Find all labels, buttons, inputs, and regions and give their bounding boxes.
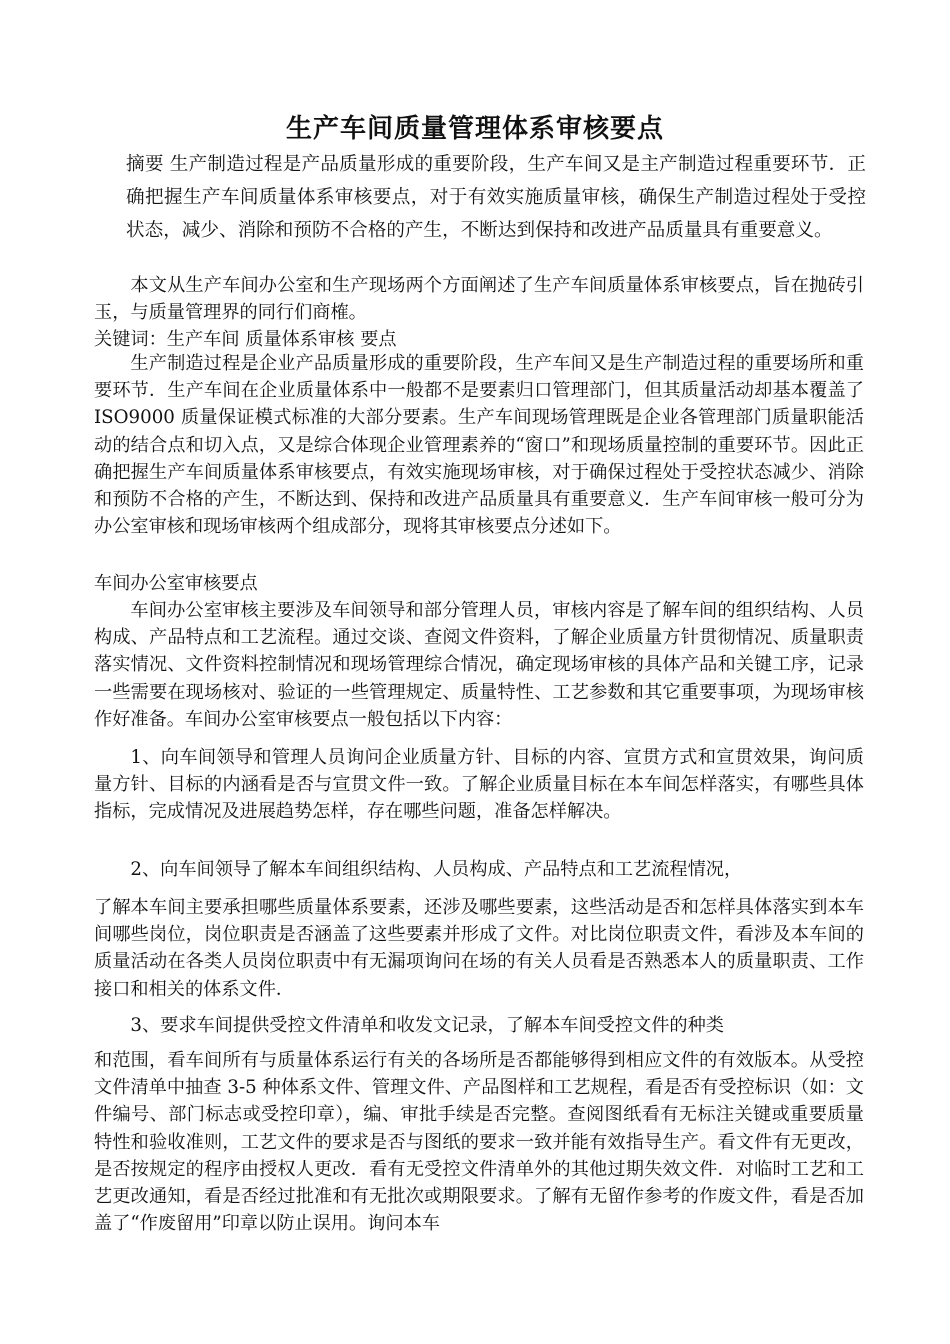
list-item-2-first-line: 2、向车间领导了解本车间组织结构、人员构成、产品特点和工艺流程情况，: [130, 859, 743, 880]
list-item-1: 1、向车间领导和管理人员询问企业质量方针、目标的内容、宣贯方式和宣贯效果，询问质量方针、目标的内涵看是否与宣贯文件一致。了解企业质量目标在本车间怎样落实，有哪些具体指标，完成情况及进展趋势怎样，存在哪些问题，准备怎样解决。: [94, 747, 864, 823]
list-item-3-first-line: 3、要求车间提供受控文件清单和收发文记录，了解本车间受控文件的种类: [130, 1015, 724, 1036]
document-title: 生产车间质量管理体系审核要点: [285, 114, 664, 144]
list-item-3-body: 和范围，看车间所有与质量体系运行有关的各场所是否都能够得到相应文件的有效版本。从受控文件清单中抽查 3-5 种体系文件、管理文件、产品图样和工艺规程，看是否有受控标识（如：文件编号、部门标志或受控印章），编、审批手续是否完整。查阅图纸看有无标注关键或重要质量特性和验收准则，工艺文件的要求是否与图纸的要求一致并能有效指导生产。看文件有无更改，是否按规定的程序由授权人更改．看有无受控文件清单外的其他过期失效文件．对临时工艺和工艺更改通知，看是否经过批准和有无批次或期限要求。了解有无留作参考的作废文件，看是否加盖了“作废留用”印章以防止误用。询问本车: [94, 1050, 864, 1235]
abstract-paragraph: 摘要 生产制造过程是产品质量形成的重要阶段，生产车间又是主产制造过程重要环节．正确把握生产车间质量体系审核要点，对于有效实施质量审核，确保生产制造过程处于受控状态，减少、消除和预防不合格的产生，不断达到保持和改进产品质量具有重要意义。: [126, 154, 866, 241]
intro-paragraph: 本文从生产车间办公室和生产现场两个方面阐述了生产车间质量体系审核要点，旨在抛砖引玉，与质量管理界的同行们商榷。: [94, 275, 864, 324]
keywords-line: 关键词：生产车间 质量体系审核 要点: [94, 329, 397, 350]
section-heading: 车间办公室审核要点: [94, 573, 258, 594]
body-paragraph: 生产制造过程是企业产品质量形成的重要阶段，生产车间又是生产制造过程的重要场所和重要环节．生产车间在企业质量体系中一般都不是要素归口管理部门，但其质量活动却基本覆盖了 ISO9000 质量保证模式标准的大部分要素。生产车间现场管理既是企业各管理部门质量职能活动的结合点和切入点，又是综合体现企业管理素养的“窗口”和现场质量控制的重要环节。因此正确把握生产车间质量体系审核要点，有效实施现场审核，对于确保过程处于受控状态减少、消除和预防不合格的产生，不断达到、保持和改进产品质量具有重要意义．生产车间审核一般可分为办公室审核和现场审核两个组成部分，现将其审核要点分述如下。: [94, 353, 864, 538]
list-item-2-body: 了解本车间主要承担哪些质量体系要素，还涉及哪些要素，这些活动是否和怎样具体落实到本车间哪些岗位，岗位职责是否涵盖了这些要素并形成了文件。对比岗位职责文件，看涉及本车间的质量活动在各类人员岗位职责中有无漏项询问在场的有关人员看是否熟悉本人的质量职责、工作接口和相关的体系文件．: [94, 897, 864, 1000]
section-intro-paragraph: 车间办公室审核主要涉及车间领导和部分管理人员，审核内容是了解车间的组织结构、人员构成、产品特点和工艺流程。通过交谈、查阅文件资料，了解企业质量方针贯彻情况、质量职责落实情况、文件资料控制情况和现场管理综合情况，确定现场审核的具体产品和关键工序，记录一些需要在现场核对、验证的一些管理规定、质量特性、工艺参数和其它重要事项，为现场审核作好准备。车间办公室审核要点一般包括以下内容：: [94, 600, 864, 730]
